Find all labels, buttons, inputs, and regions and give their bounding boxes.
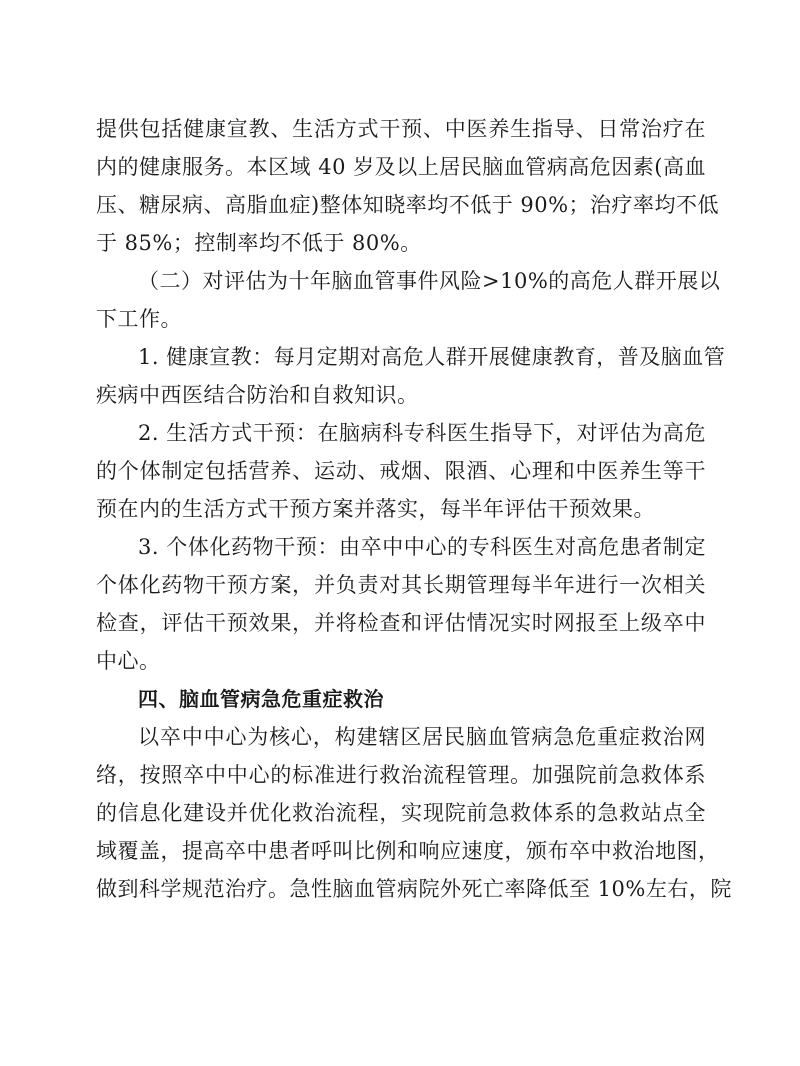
text-line: 3. 个体化药物干预：由卒中中心的专科医生对高危患者制定 <box>138 535 706 559</box>
document-page <box>96 110 732 908</box>
paragraph-health-services <box>96 110 720 262</box>
paragraph-high-risk-intro <box>96 262 721 338</box>
text-line: 预在内的生活方式干预方案并落实，每半年评估干预效果。 <box>96 497 655 521</box>
paragraph-drug-intervention <box>96 528 706 680</box>
text-line: 内的健康服务。本区域 40 岁及以上居民脑血管病高危因素(高血 <box>96 155 706 179</box>
paragraph-emergency-treatment <box>96 718 732 908</box>
text-line: 疾病中西医结合防治和自救知识。 <box>96 383 419 407</box>
text-line: 下工作。 <box>96 307 182 331</box>
text-line: 2. 生活方式干预：在脑病科专科医生指导下，对评估为高危 <box>138 421 706 445</box>
text-line: 的信息化建设并优化救治流程，实现院前急救体系的急救站点全 <box>96 801 706 825</box>
text-line: 以卒中中心为核心，构建辖区居民脑血管病急危重症救治网 <box>138 725 706 749</box>
paragraph-health-education <box>96 338 726 414</box>
section-heading: 四、脑血管病急危重症救治 <box>138 687 384 711</box>
text-line: 1. 健康宣教：每月定期对高危人群开展健康教育，普及脑血管 <box>138 345 726 369</box>
text-line: 域覆盖，提高卒中患者呼叫比例和响应速度，颁布卒中救治地图， <box>96 839 720 863</box>
text-line: 做到科学规范治疗。急性脑血管病院外死亡率降低至 10%左右，院 <box>96 877 732 901</box>
paragraph-lifestyle-intervention <box>96 414 706 528</box>
text-line: 提供包括健康宣教、生活方式干预、中医养生指导、日常治疗在 <box>96 117 706 141</box>
text-line: 检查，评估干预效果，并将检查和评估情况实时网报至上级卒中 <box>96 611 706 635</box>
text-line: 于 85%；控制率均不低于 80%。 <box>96 231 422 255</box>
text-line: 个体化药物干预方案，并负责对其长期管理每半年进行一次相关 <box>96 573 706 597</box>
text-line: 中心。 <box>96 649 161 673</box>
text-line: 压、糖尿病、高脂血症)整体知晓率均不低于 90%；治疗率均不低 <box>96 193 720 217</box>
text-line: 的个体制定包括营养、运动、戒烟、限酒、心理和中医养生等干 <box>96 459 706 483</box>
text-line: 络，按照卒中中心的标准进行救治流程管理。加强院前急救体系 <box>96 763 706 787</box>
text-line: （二）对评估为十年脑血管事件风险>10%的高危人群开展以 <box>138 269 721 293</box>
